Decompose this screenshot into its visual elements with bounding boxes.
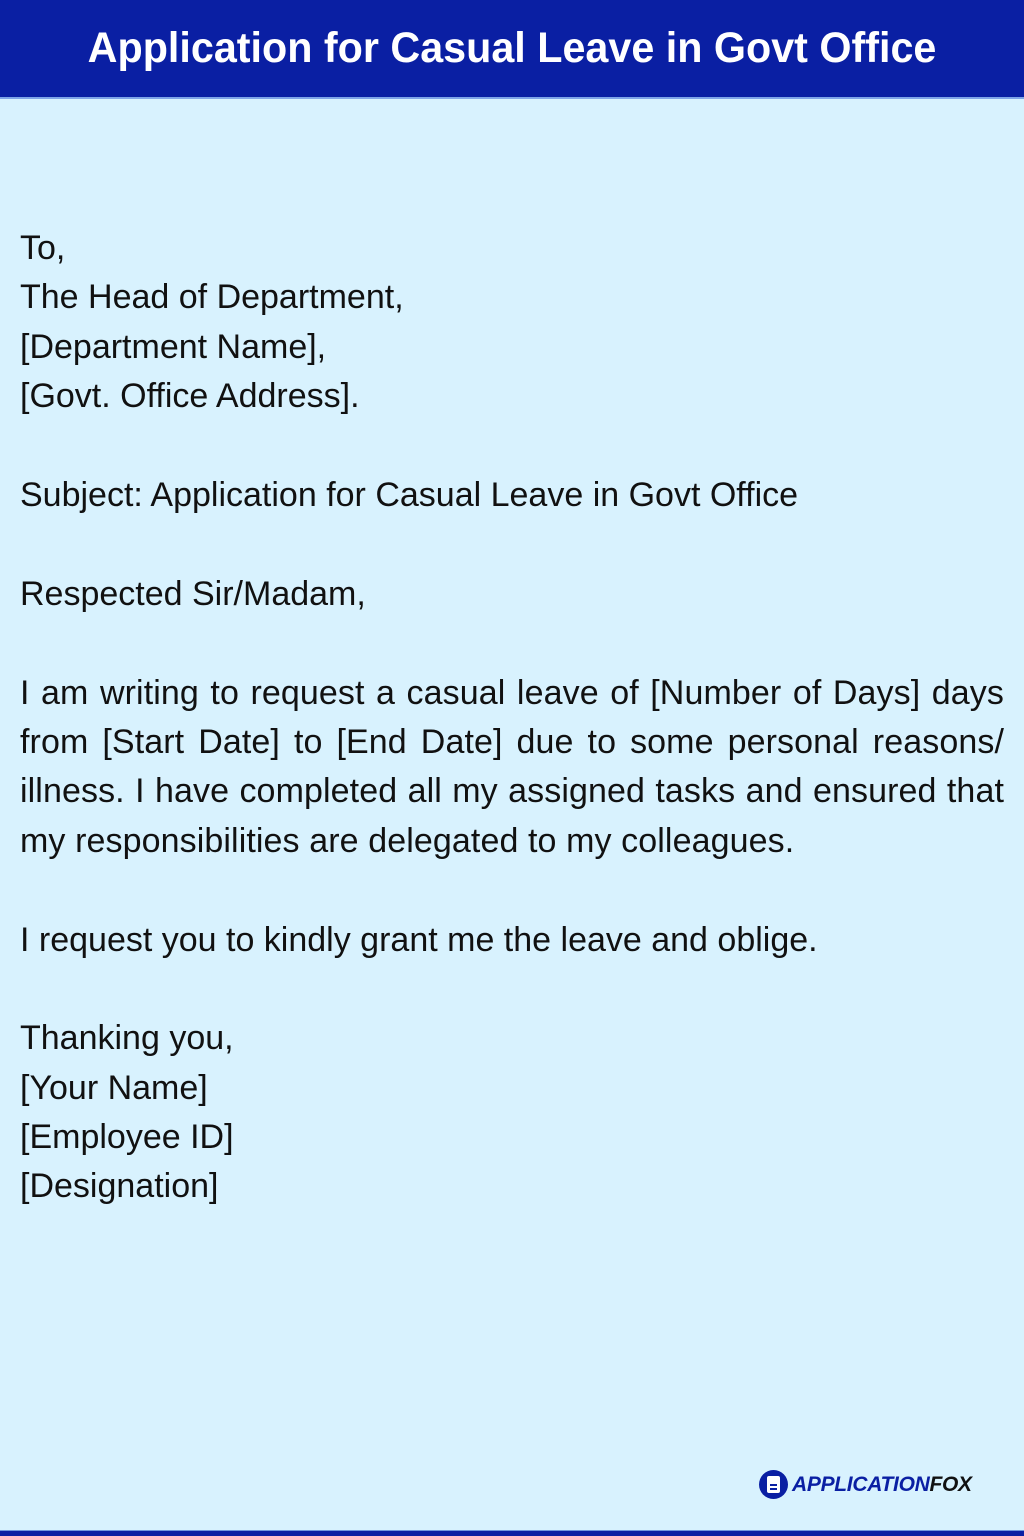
request-line: I request you to kindly grant me the leave and oblige. <box>20 920 818 959</box>
recipient-line: [Govt. Office Address]. <box>20 377 360 416</box>
spacer <box>20 422 1004 471</box>
salutation: Respected Sir/Madam, <box>20 574 366 613</box>
letter-body <box>20 224 1004 1212</box>
page-title: Application for Casual Leave in Govt Office <box>87 24 937 72</box>
spacer <box>20 520 1004 569</box>
recipient-line: To, <box>20 229 66 267</box>
signature-designation: [Designation] <box>20 1167 219 1206</box>
body-paragraph: I am writing to request a casual leave of [Number of Days] days from [Start Date] to [End Date] due to some personal reasons/ illness. I have completed all my assigned tasks and ensured that my responsibilities are delegated to my colleagues. <box>20 673 1004 860</box>
closing-line: Thanking you, <box>20 1019 234 1058</box>
recipient-line: The Head of Department, <box>20 278 404 317</box>
recipient-block <box>20 224 1004 422</box>
brand-logo-link <box>759 1470 972 1499</box>
brand-name <box>792 1473 972 1497</box>
brand-name-part1: APPLICATION <box>792 1472 930 1496</box>
recipient-line: [Department Name], <box>20 327 327 366</box>
subject-line: Subject: Application for Casual Leave in Govt Office <box>20 475 799 514</box>
spacer <box>20 866 1004 915</box>
document-icon <box>759 1470 788 1499</box>
spacer <box>20 619 1004 668</box>
page-header <box>0 0 1024 99</box>
footer-rule <box>0 1530 1024 1536</box>
brand-name-part2: FOX <box>929 1472 972 1496</box>
signature-employee-id: [Employee ID] <box>20 1118 234 1157</box>
closing-block <box>20 1014 1004 1212</box>
spacer <box>20 965 1004 1014</box>
signature-name: [Your Name] <box>20 1068 208 1107</box>
